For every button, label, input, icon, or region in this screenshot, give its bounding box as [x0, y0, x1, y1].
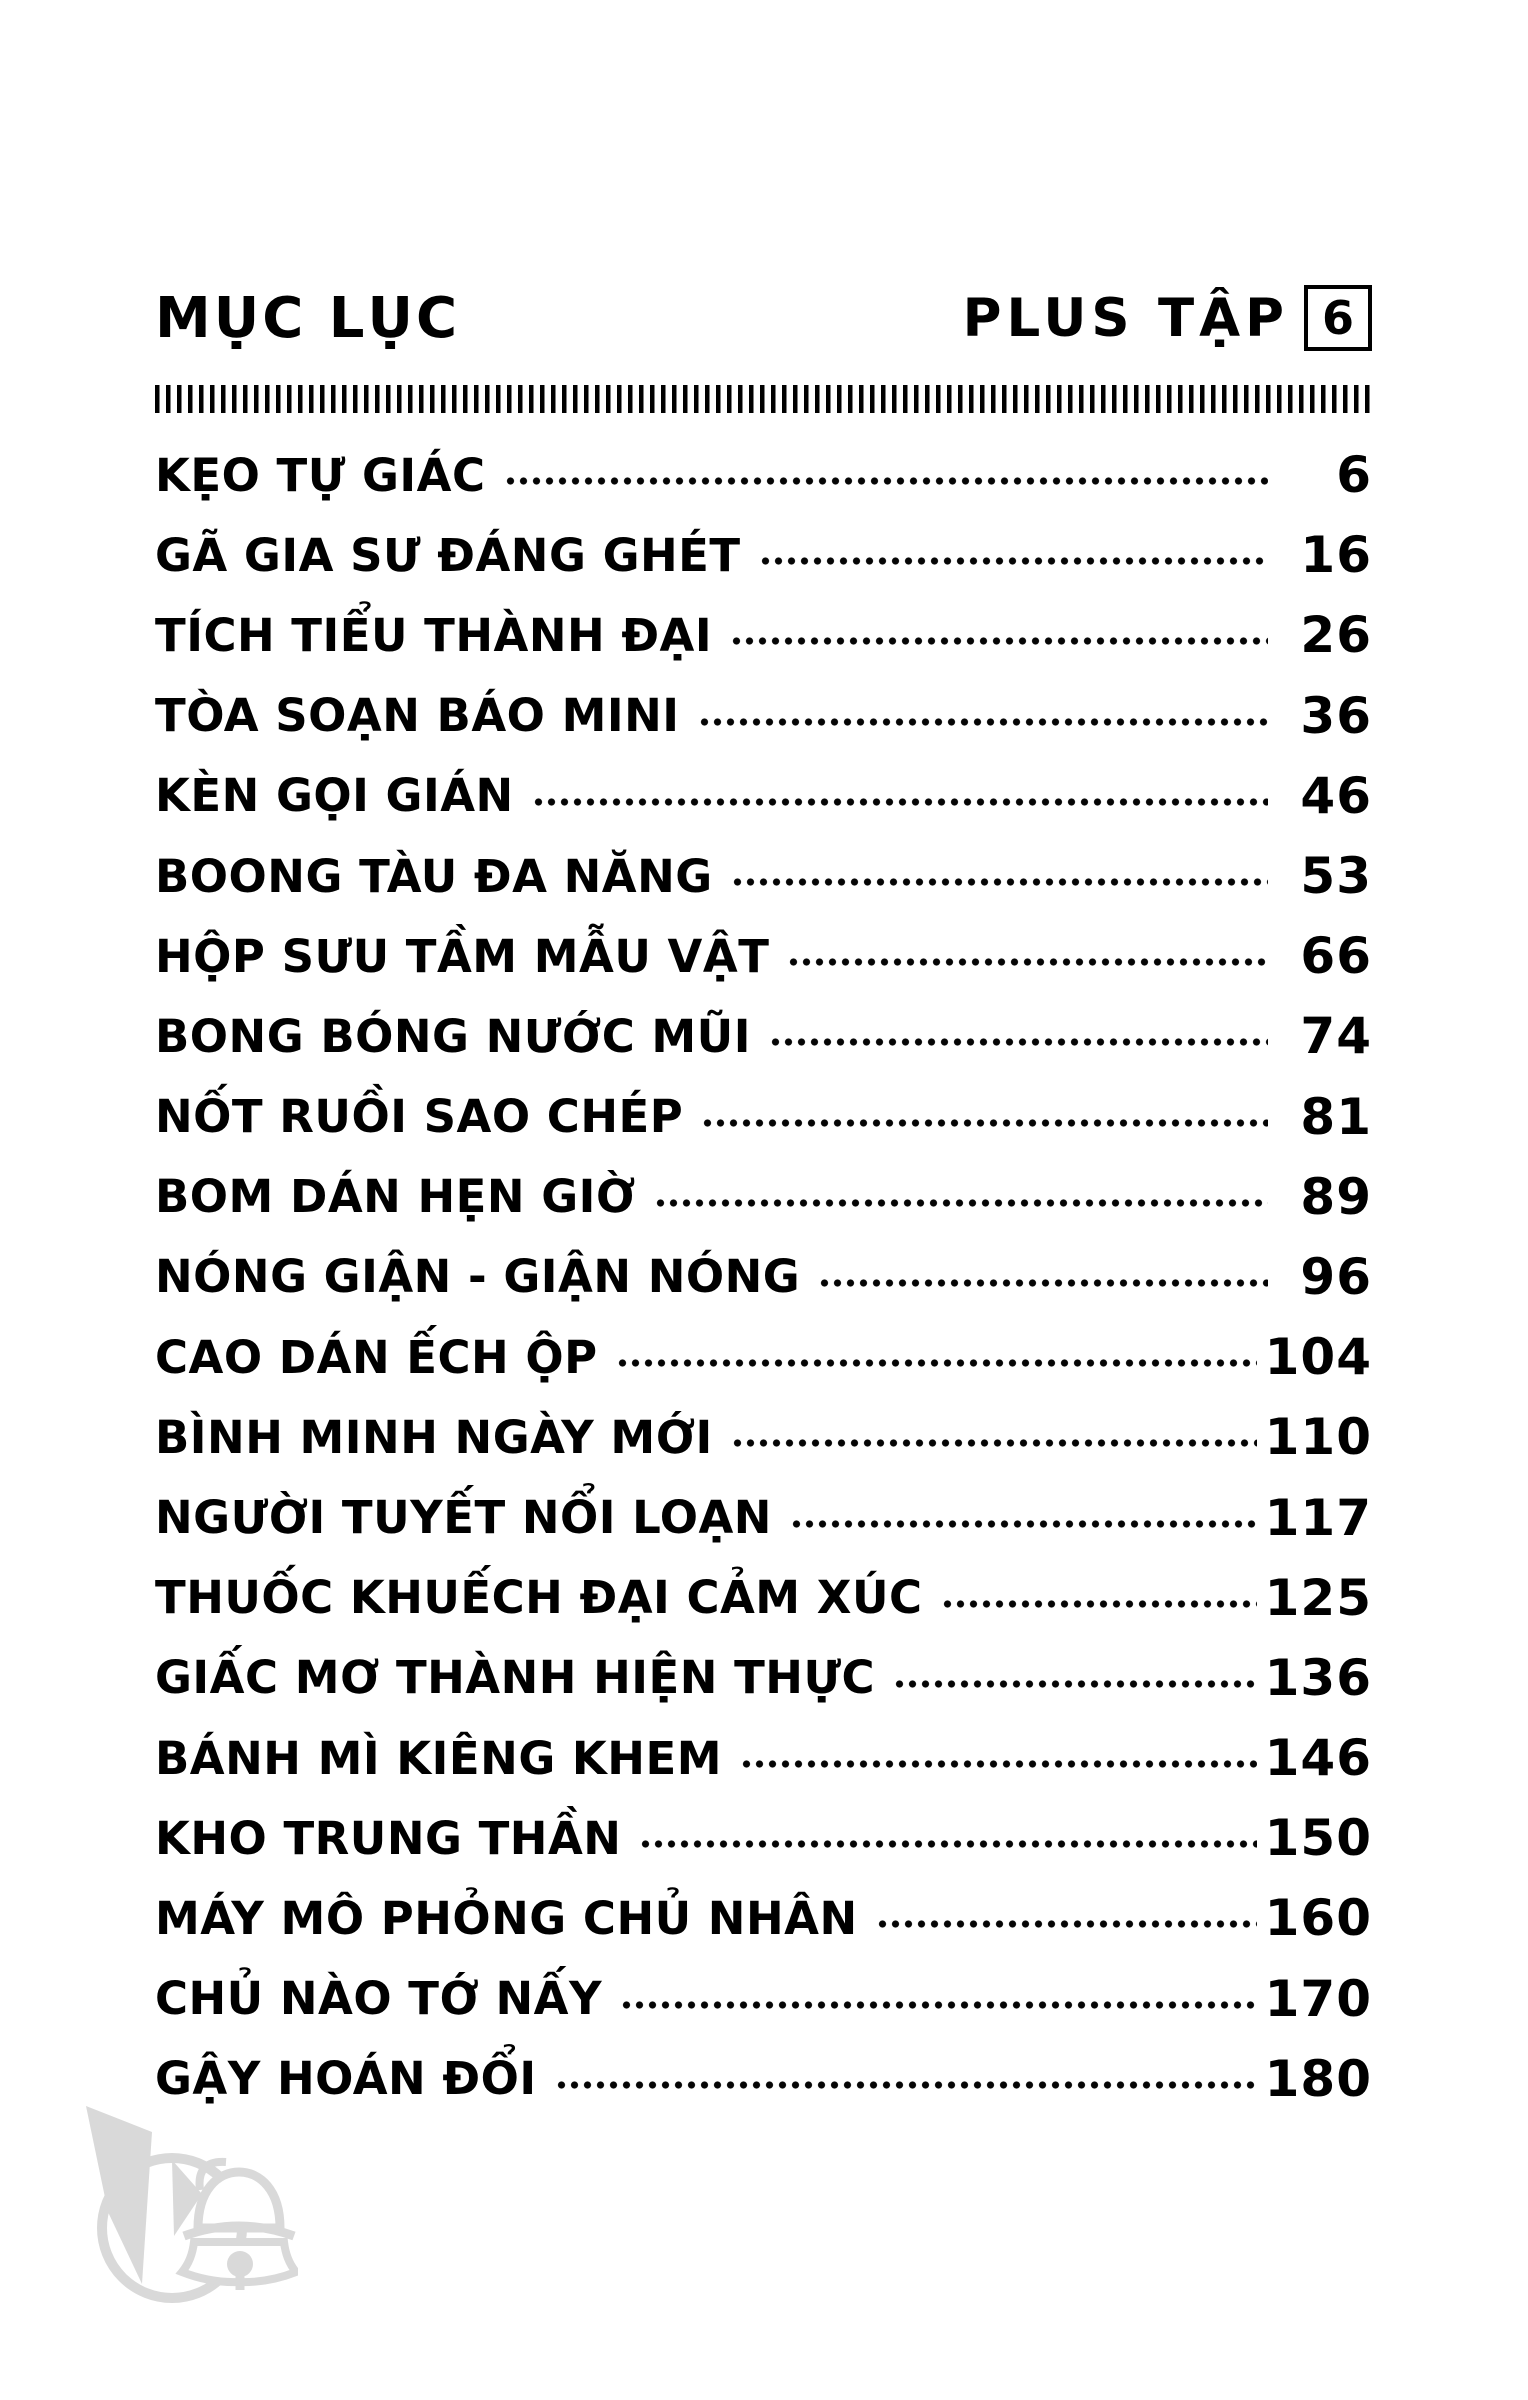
toc-entry-page: 16	[1300, 526, 1372, 585]
dot-leader	[731, 875, 1268, 889]
toc-entry-page: 110	[1264, 1408, 1372, 1467]
toc-entry-page: 136	[1264, 1648, 1372, 1707]
dot-leader	[639, 1837, 1256, 1851]
toc-entry-title: GÃ GIA SƯ ĐÁNG GHÉT	[155, 528, 741, 582]
toc-entry-page: 96	[1300, 1247, 1372, 1306]
dot-leader	[532, 795, 1268, 809]
dot-leader	[740, 1757, 1257, 1771]
page-header	[155, 276, 1372, 360]
toc-row	[155, 996, 1372, 1076]
dot-leader	[504, 474, 1268, 488]
toc-row	[155, 435, 1372, 515]
publisher-bell-logo	[80, 2098, 298, 2305]
toc-row	[155, 756, 1372, 836]
toc-entry-page: 74	[1300, 1007, 1372, 1066]
toc-entry-page: 117	[1264, 1488, 1372, 1547]
toc-entry-title: GIẤC MƠ THÀNH HIỆN THỰC	[155, 1651, 876, 1705]
toc-entry-title: CHỦ NÀO TỚ NẤY	[155, 1972, 603, 2026]
toc-entry-page: 170	[1264, 1969, 1372, 2028]
toc-entry-page: 36	[1300, 686, 1372, 745]
toc-row	[155, 1798, 1372, 1878]
toc-row	[155, 1317, 1372, 1397]
toc-row	[155, 1077, 1372, 1157]
toc-row	[155, 676, 1372, 756]
toc-entry-title: CAO DÁN ẾCH ỘP	[155, 1330, 598, 1384]
dot-leader	[790, 1517, 1257, 1531]
toc-entry-title: NỐT RUỒI SAO CHÉP	[155, 1090, 684, 1144]
toc-row	[155, 1157, 1372, 1237]
toc-entry-page: 160	[1264, 1889, 1372, 1948]
toc-row	[155, 2039, 1372, 2119]
series-label	[963, 285, 1372, 351]
toc-row	[155, 1477, 1372, 1557]
toc-row	[155, 515, 1372, 595]
toc-entry-title: KÈN GỌI GIÁN	[155, 769, 514, 823]
toc-entry-page: 26	[1300, 606, 1372, 665]
toc-entry-title: TÒA SOẠN BÁO MINI	[155, 689, 680, 743]
dot-leader	[759, 554, 1268, 568]
toc-entry-title: THUỐC KHUẾCH ĐẠI CẢM XÚC	[155, 1571, 923, 1625]
toc-row	[155, 1638, 1372, 1718]
toc-row	[155, 1959, 1372, 2039]
dot-leader	[555, 2078, 1257, 2092]
toc-entry-page: 6	[1336, 446, 1372, 505]
toc-entry-title: HỘP SƯU TẦM MẪU VẬT	[155, 929, 770, 983]
toc-entry-title: BÁNH MÌ KIÊNG KHEM	[155, 1731, 722, 1785]
dot-leader	[893, 1677, 1257, 1691]
barcode-divider	[155, 385, 1372, 413]
toc-entry-title: NÓNG GIẬN - GIẬN NÓNG	[155, 1250, 801, 1304]
toc-row	[155, 916, 1372, 996]
toc-entry-title: MÁY MÔ PHỎNG CHỦ NHÂN	[155, 1891, 858, 1945]
toc-row	[155, 1237, 1372, 1317]
toc-row	[155, 1397, 1372, 1477]
toc-row	[155, 595, 1372, 675]
dot-leader	[701, 1116, 1268, 1130]
toc-entry-title: KẸO TỰ GIÁC	[155, 448, 486, 502]
toc-entry-title: BONG BÓNG NƯỚC MŨI	[155, 1009, 751, 1063]
toc-entry-page: 146	[1264, 1729, 1372, 1788]
dot-leader	[787, 955, 1268, 969]
toc-entry-title: KHO TRUNG THẦN	[155, 1811, 622, 1865]
toc-entry-page: 125	[1264, 1568, 1372, 1627]
dot-leader	[616, 1356, 1257, 1370]
dot-leader	[654, 1196, 1268, 1210]
dot-leader	[620, 1998, 1257, 2012]
toc-entry-page: 150	[1264, 1809, 1372, 1868]
dot-leader	[769, 1035, 1268, 1049]
toc-entry-page: 66	[1300, 927, 1372, 986]
dot-leader	[818, 1276, 1268, 1290]
dot-leader	[731, 1436, 1257, 1450]
toc-row	[155, 1558, 1372, 1638]
toc-entry-title: BOM DÁN HẸN GIỜ	[155, 1170, 636, 1224]
toc-entry-page: 46	[1300, 766, 1372, 825]
toc-list	[155, 435, 1372, 2119]
page-title: MỤC LỤC	[155, 285, 461, 351]
toc-entry-title: BOONG TÀU ĐA NĂNG	[155, 849, 713, 903]
dot-leader	[730, 634, 1268, 648]
dot-leader	[941, 1597, 1257, 1611]
series-name: PLUS TẬP	[962, 287, 1289, 349]
toc-entry-page: 89	[1300, 1167, 1372, 1226]
toc-entry-title: BÌNH MINH NGÀY MỚI	[155, 1410, 713, 1464]
toc-entry-page: 180	[1264, 2049, 1372, 2108]
toc-row	[155, 836, 1372, 916]
toc-entry-title: NGƯỜI TUYẾT NỔI LOẠN	[155, 1491, 772, 1545]
toc-entry-page: 104	[1264, 1328, 1372, 1387]
toc-entry-page: 81	[1300, 1087, 1372, 1146]
toc-entry-page: 53	[1300, 847, 1372, 906]
toc-row	[155, 1718, 1372, 1798]
dot-leader	[876, 1917, 1257, 1931]
toc-entry-title: GẬY HOÁN ĐỔI	[155, 2052, 537, 2106]
toc-entry-title: TÍCH TIỂU THÀNH ĐẠI	[155, 608, 713, 662]
toc-row	[155, 1878, 1372, 1958]
volume-box: 6	[1304, 285, 1372, 351]
dot-leader	[698, 715, 1268, 729]
